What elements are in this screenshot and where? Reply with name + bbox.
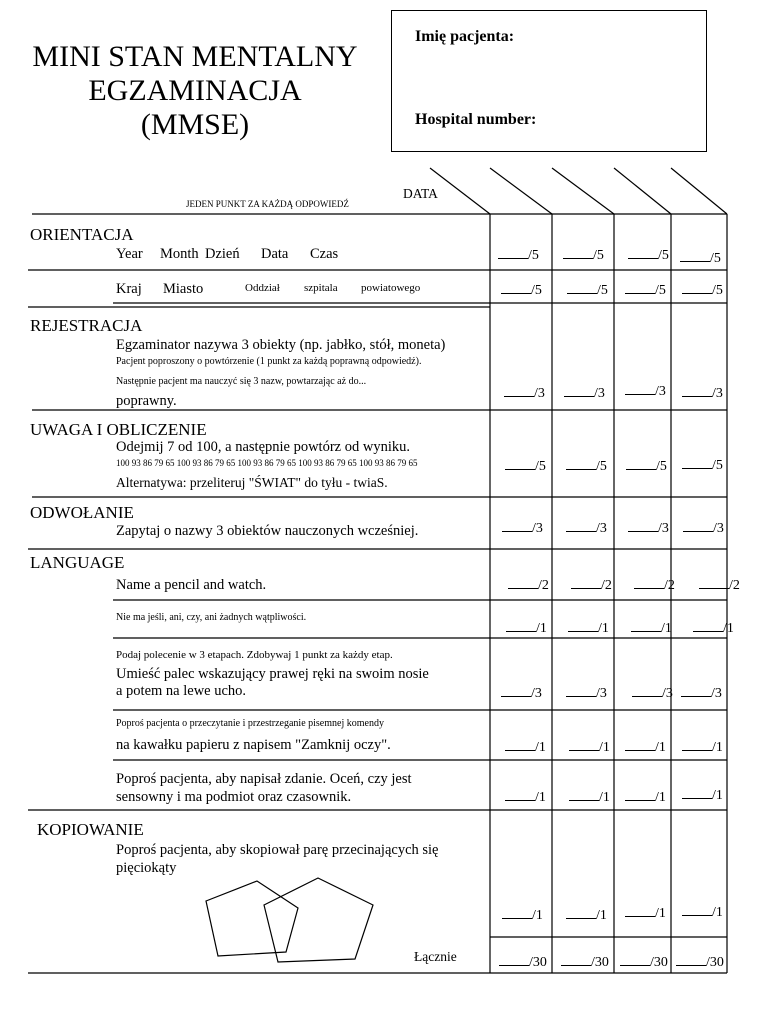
orientation-country: Kraj xyxy=(116,281,142,297)
score-language-2-col3[interactable]: /1 xyxy=(631,619,672,637)
title-line-3: (MMSE) xyxy=(140,108,250,141)
orientation-city: Miasto xyxy=(163,281,204,297)
patient-name-label: Imię pacjenta: xyxy=(415,28,515,45)
orientation-county: powiatowego xyxy=(361,282,421,294)
score-copying-col4[interactable]: /1 xyxy=(682,903,723,921)
score-recall-col2[interactable]: /3 xyxy=(566,519,607,537)
score-language-3-col1[interactable]: /3 xyxy=(501,684,542,702)
orientation-day: Dzień xyxy=(205,246,240,262)
attention-alternative: Alternatywa: przeliteruj "ŚWIAT" do tyłu - twiaS. xyxy=(116,475,388,490)
score-attention-col1[interactable]: /5 xyxy=(505,457,546,475)
attention-heading: UWAGA I OBLICZENIE xyxy=(30,420,207,439)
score-total-col4[interactable]: /30 xyxy=(676,953,724,971)
language-item-1: Name a pencil and watch. xyxy=(116,577,267,593)
score-orientation-1-col1[interactable]: /5 xyxy=(498,246,539,264)
score-orientation-2-col4[interactable]: /5 xyxy=(682,281,723,299)
score-orientation-2-col1[interactable]: /5 xyxy=(501,281,542,299)
score-copying-col1[interactable]: /1 xyxy=(502,906,543,924)
copying-line-2: pięciokąty xyxy=(116,860,177,876)
score-language-3-col3[interactable]: /3 xyxy=(632,684,673,702)
score-language-1-col2[interactable]: /2 xyxy=(571,576,612,594)
score-language-4-col1[interactable]: /1 xyxy=(505,738,546,756)
score-language-1-col1[interactable]: /2 xyxy=(508,576,549,594)
hospital-number-label: Hospital number: xyxy=(415,111,537,128)
attention-line-1: Odejmij 7 od 100, a następnie powtórz od wyniku. xyxy=(116,439,410,455)
score-language-5-col2[interactable]: /1 xyxy=(569,788,610,806)
orientation-hospital: szpitala xyxy=(304,282,338,294)
score-language-2-col2[interactable]: /1 xyxy=(568,619,609,637)
title-line-2: EGZAMINACJA xyxy=(88,74,302,107)
language-item-3c: a potem na lewe ucho. xyxy=(116,683,247,699)
score-total-col3[interactable]: /30 xyxy=(620,953,668,971)
score-language-4-col3[interactable]: /1 xyxy=(625,738,666,756)
orientation-heading: ORIENTACJA xyxy=(30,225,134,244)
language-heading: LANGUAGE xyxy=(30,553,125,572)
score-orientation-2-col3[interactable]: /5 xyxy=(625,281,666,299)
score-attention-col3[interactable]: /5 xyxy=(626,457,667,475)
language-item-3a: Podaj polecenie w 3 etapach. Zdobywaj 1 punkt za każdy etap. xyxy=(116,649,393,661)
orientation-time: Czas xyxy=(310,246,339,262)
copying-heading: KOPIOWANIE xyxy=(37,820,144,839)
copying-line-1: Poproś pacjenta, aby skopiował parę przecinających się xyxy=(116,842,439,858)
score-orientation-1-col3[interactable]: /5 xyxy=(628,246,669,264)
intersecting-pentagons-figure xyxy=(206,878,373,962)
score-orientation-1-col4[interactable]: /5 xyxy=(680,249,721,267)
score-total-col2[interactable]: /30 xyxy=(561,953,609,971)
orientation-date: Data xyxy=(261,246,289,262)
language-item-4b: na kawałku papieru z napisem "Zamknij oczy". xyxy=(116,737,391,753)
score-registration-col2[interactable]: /3 xyxy=(564,384,605,402)
score-attention-col2[interactable]: /5 xyxy=(566,457,607,475)
language-item-5a: Poproś pacjenta, aby napisał zdanie. Oceń, czy jest xyxy=(116,771,412,787)
score-language-2-col1[interactable]: /1 xyxy=(506,619,547,637)
score-language-3-col4[interactable]: /3 xyxy=(681,684,722,702)
score-language-5-col3[interactable]: /1 xyxy=(625,788,666,806)
orientation-ward: Oddział xyxy=(245,282,280,294)
registration-line-4: poprawny. xyxy=(116,393,177,409)
recall-heading: ODWOŁANIE xyxy=(30,503,134,522)
language-item-4a: Poproś pacjenta o przeczytanie i przestrzeganie pisemnej komendy xyxy=(116,718,384,729)
title-line-1: MINI STAN MENTALNY xyxy=(32,40,358,73)
registration-line-2: Pacjent poproszony o powtórzenie (1 punkt za każdą poprawną odpowiedź). xyxy=(116,356,422,367)
one-point-note: JEDEN PUNKT ZA KAŻDĄ ODPOWIEDŹ xyxy=(186,199,349,209)
score-language-5-col4[interactable]: /1 xyxy=(682,786,723,804)
score-language-1-col3[interactable]: /2 xyxy=(634,576,675,594)
language-item-2: Nie ma jeśli, ani, czy, ani żadnych wątpliwości. xyxy=(116,612,307,623)
registration-heading: REJESTRACJA xyxy=(30,316,143,335)
score-language-1-col4[interactable]: /2 xyxy=(699,576,740,594)
language-item-3b: Umieść palec wskazujący prawej ręki na swoim nosie xyxy=(116,666,429,682)
score-orientation-1-col2[interactable]: /5 xyxy=(563,246,604,264)
registration-line-3: Następnie pacjent ma nauczyć się 3 nazw, powtarzając aż do... xyxy=(116,376,367,387)
score-attention-col4[interactable]: /5 xyxy=(682,456,723,474)
language-item-5b: sensowny i ma podmiot oraz czasownik. xyxy=(116,789,352,805)
score-total-col1[interactable]: /30 xyxy=(499,953,547,971)
score-language-4-col2[interactable]: /1 xyxy=(569,738,610,756)
score-recall-col3[interactable]: /3 xyxy=(628,519,669,537)
score-language-5-col1[interactable]: /1 xyxy=(505,788,546,806)
attention-number-sequence: 100 93 86 79 65 100 93 86 79 65 100 93 86 79 65 100 93 86 79 65 100 93 86 79 65 xyxy=(116,458,418,468)
score-recall-col4[interactable]: /3 xyxy=(683,519,724,537)
date-header-label: DATA xyxy=(403,186,438,201)
total-label: Łącznie xyxy=(414,949,457,964)
recall-line-1: Zapytaj o nazwy 3 obiektów nauczonych wcześniej. xyxy=(116,523,419,539)
score-copying-col2[interactable]: /1 xyxy=(566,906,607,924)
score-recall-col1[interactable]: /3 xyxy=(502,519,543,537)
score-language-4-col4[interactable]: /1 xyxy=(682,738,723,756)
score-registration-col1[interactable]: /3 xyxy=(504,384,545,402)
score-registration-col4[interactable]: /3 xyxy=(682,384,723,402)
score-orientation-2-col2[interactable]: /5 xyxy=(567,281,608,299)
score-language-2-col4[interactable]: /1 xyxy=(693,619,734,637)
orientation-month: Month xyxy=(160,246,199,262)
score-copying-col3[interactable]: /1 xyxy=(625,904,666,922)
score-registration-col3[interactable]: /3 xyxy=(625,382,666,400)
score-language-3-col2[interactable]: /3 xyxy=(566,684,607,702)
orientation-year: Year xyxy=(116,246,143,262)
registration-line-1: Egzaminator nazywa 3 obiekty (np. jabłko, stół, moneta) xyxy=(116,337,446,353)
